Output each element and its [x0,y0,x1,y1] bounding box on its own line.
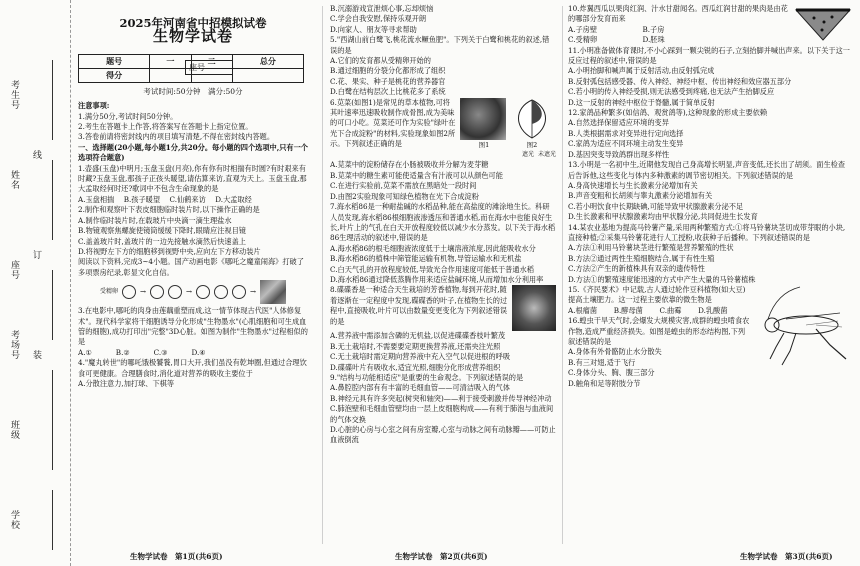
score-header-cell: 二 [191,54,232,68]
question-5: 5."西湖山前白鹭飞,桃花流水鳜鱼肥"。下列关于白鹭和桃花的叙述,错误的是 [330,35,550,55]
figure-row [460,98,556,140]
figure-captions [460,140,556,150]
amaranth-plant-photo [460,98,506,140]
column-divider [562,6,563,544]
question-15-16-block [568,285,852,389]
exam-title: 2025年河南省中招模拟试卷 [119,16,267,30]
option[interactable]: B.声音变粗和长胡须与睾丸激素分泌增加有关 [568,191,713,201]
reading-intro: 阅读以下资料,完成3~4小题。国产动画电影《哪吒之魔童闹海》打破了多项票房纪录,彰显文化自信。 [78,257,304,277]
figure-2-caption: 图2 [526,140,538,149]
option[interactable]: A.身高快速增长与生长激素分泌增加有关 [568,180,698,190]
question-1-options [78,195,308,205]
binding-label-bind: 装 [31,350,41,360]
binding-underline [52,60,53,140]
question-16: 16.蝗虫干旱天气时,会爆发大规模灾害,成群的蝗虫啃食农作物,造成严重经济损失。如图是蝗虫的形态结构图,下列叙述错误的是 [568,316,750,346]
binding-underline [52,370,53,470]
option[interactable]: D.海水稻86通过降低蒸腾作用来适应盐碱环境,从而增加水分利用率 [330,274,544,284]
option[interactable]: D.碟碟叶片有吸收水,适宜光照,细胞分化形成营养组织 [330,362,501,372]
arrow-icon: → [185,286,193,296]
notice-item: 3.答卷前请将密封线内的项目填写清楚,不得在密封线内答题。 [78,132,275,142]
question-8-block [330,285,556,331]
option[interactable]: A.根瘤菌 [568,305,598,315]
option[interactable]: B.孩子暖望 [123,194,161,204]
option[interactable]: C.身体分头、胸、腹三部分 [568,368,655,378]
page-1-column [78,4,308,544]
option[interactable]: C.若小明饮食中长期缺碘,可能导致甲状腺激素分泌不足 [568,201,744,211]
option[interactable]: A.分散注意力,加打球、下棋等 [78,378,175,388]
binding-label-class: 班级 [9,420,19,440]
page-footer: 生物学试卷 第2页(共6页) [395,552,488,561]
binding-underline [52,270,53,340]
option[interactable]: B.物镜观察焦螺旋使镜筒缓缓下降时,眼睛应注视目镜 [78,226,246,236]
option[interactable]: B.酵母菌 [613,305,643,315]
option[interactable]: D.这一反射的神经中枢位于脊髓,属于简单反射 [568,97,715,107]
cell-icon [214,285,228,299]
fig-label: 受精卵 [99,287,118,295]
question-15-16-text [568,285,752,389]
leaf-diagram [510,98,554,140]
question-10-options [568,35,790,45]
notice-item: 1.满分50分,考试时间50分钟。 [78,111,178,121]
option[interactable]: B.有三对翅,适于飞行 [568,357,636,367]
figure-2-parts [460,150,556,160]
question-3-options [78,348,308,358]
cell-icon [122,285,136,299]
option[interactable]: B.方法②通过两性生殖细胞结合,属于有性生殖 [568,253,715,263]
option[interactable]: C.受精卵 [568,35,598,45]
binding-label-school: 学校 [9,510,19,530]
plectranthus-photo [512,285,556,331]
cell-icon [150,285,164,299]
option[interactable]: A.海水稻86的根毛细胞液浓度低于土壤溶液浓度,因此能吸收水分 [330,243,536,253]
page-2-column [330,4,556,544]
locust-diagram [756,285,852,377]
option[interactable]: A.子房壁 [568,24,598,34]
shaded-label: 遮光 [521,151,534,159]
option[interactable]: D.白鹭在结构层次上比桃花多了系统 [330,87,446,97]
question-14: 14.某农业基地为提高马铃薯产量,采用两种繁殖方式:①将马铃薯块茎切成带芽眼的小块,直接种植;②采集马铃薯花进行人工授粉,收获种子后播种。下列叙述错误的是 [568,222,846,242]
question-6: 6.苋菜(如图1)是常见的草本植物,可将其叶速率迅速吸收制作成骨图,成为美味的可口小吃。苋菜还可作为实验"绿叶在光下合成淀粉"的材料,实验现象如图2所示。下列叙述正确的是 [330,97,456,149]
page-3-column [568,4,852,544]
cell-icon [168,285,182,299]
option[interactable]: B.反射弧包括感受器、传入神经、神经中枢、传出神经和效应器五部分 [568,76,792,86]
binding-label-room: 考场号 [9,330,19,360]
binding-label-line: 线 [31,150,41,160]
binding-label-exam-number: 考生号 [9,80,19,110]
question-10-options [568,25,790,35]
option[interactable]: A.小明抬脚和喊声属于反射活动,由反射弧完成 [568,66,715,76]
cell-icon [232,285,246,299]
option[interactable]: C.盖盖玻片时,盖玻片的一边先接触水滴然后快速盖上 [78,236,246,246]
arrow-icon: → [250,286,257,296]
option[interactable]: D.基因突变导致鸽群出现多样性 [568,149,670,159]
cell-icon [196,285,210,299]
option[interactable]: D.方法①的繁殖速度能迅速的方式中产生大量的马铃薯植株 [568,274,756,284]
option[interactable]: C.家鸽为适应不同环境主动发生变异 [568,139,684,149]
option[interactable]: A.苋菜中的淀粉储存在小肠被吸收并分解为麦芽糖 [330,160,489,170]
question-13: 13.小明是一名初中生,近期他发现自己身高增长明显,声音变低,还长出了胡须。面生检查后告诉他,这些变化与体内多种激素的调节密切相关。下列叙述错误的是 [568,160,846,180]
figure-1-caption: 图1 [478,140,490,149]
option[interactable]: A.鼻腔腔内部有有丰富的毛细血管——可清洁吸入的气体 [330,383,510,393]
option[interactable]: A.制作临时装片时,在载玻片中央滴一滴生理盐水 [78,215,232,225]
question-7: 7.海水稻86是一种耐盐碱的水稻品种,能在高盐度的滩涂地生长。科研人员发现,海水稻86根细胞液渗透压和普通水稻,而在海水中也能良好生长,叶片上的气孔在白天开放程度较低以减少水分蒸发。以下关于海水稻86生理活动的叙述中,错误的是 [330,202,556,243]
option[interactable]: B.无土栽培时,不需要要定期更换营养液,还需央注光照 [330,341,501,351]
option[interactable]: C.花、果实、种子是桃花的营养器官 [330,76,446,86]
binding-margin [0,0,71,566]
option[interactable]: C.在进行实验前,苋菜不需放在黑暗处一段时间 [330,181,477,191]
option[interactable]: D.生长激素和甲状腺激素均由甲状腺分泌,共同促进生长发育 [568,212,758,222]
seat-box[interactable] [185,60,233,75]
question-6-block [330,98,556,161]
option[interactable]: C.仙鹤来访 [169,194,206,204]
question-15-options [568,306,752,316]
option[interactable]: D.④ [191,347,206,357]
question-10-block [568,4,852,46]
option[interactable]: D.乳酸菌 [698,305,728,315]
option[interactable]: D.触角和足等附肢分节 [568,378,641,388]
tissue-photo [260,280,286,304]
notice-item: 2.考生在答題卡上作答,将答案写在答题卡上指定位置。 [78,122,253,132]
question-3: 3.在电影中,哪吒的肉身由莲藕重塑而成,这一情节体现古代医"人体修复术"。现代科学家将干细胞诱导分化形成"生物墨水"(心肌细胞和可生成血管的细胞),成功打印出"完整"3D心脏。如图为制作"生物墨水"过程相似的是 [78,306,308,347]
option[interactable]: C.若小明的传入神经受损,则无法感受到疼痛,也无法产生抬脚反应 [568,87,775,97]
option[interactable]: A.身体有外骨骼防止水分散失 [568,347,662,357]
option[interactable]: D.将视野左下方的细胞移到视野中央,应向左下方移动装片 [78,246,261,256]
option[interactable]: A.营养液中需添加含磷的无机盐,以促进碟碟香枝叶繁茂 [330,331,506,341]
option[interactable]: D.心脏的心房与心室之间有房室瓣,心室与动脉之间有动脉瓣——可防止血液倒流 [330,425,556,445]
binding-label-name: 姓名 [9,170,19,190]
option[interactable]: A.自然选择保留适应环境的变异 [568,118,669,128]
score-row-label: 得分 [79,68,150,82]
option[interactable]: A.① [78,347,92,357]
option[interactable]: C.无土栽培时需定期向营养液中充入空气以促进根的呼吸 [330,352,511,362]
option[interactable]: B.神经元具有许多突起(树突和轴突)——利于接受刺激并传导神经冲动 [330,393,552,403]
option[interactable]: D.大孟取经 [215,194,252,204]
option[interactable]: D.由图2实验现象可知绿色植物在光下合成淀粉 [330,191,479,201]
exam-info: 考试时间:50分钟 满分:50分 [143,86,243,96]
question-12: 12.家鸽品种繁多(如信鸽、观赏鸽等),这种现象的形成主要依赖 [568,108,768,118]
arrow-icon: → [139,286,146,296]
binding-underline [52,490,53,550]
option[interactable]: C.学会自我安慰,保持乐观开朗 [330,14,427,24]
option[interactable]: C.曲霉 [659,305,682,315]
page-footer: 生物学试卷 第3页(共6页) [740,552,833,561]
option[interactable]: C.肺泡壁和毛细血管壁均由一层上皮细胞构成——有利于肺泡与血液间的气体交换 [330,404,554,424]
option[interactable]: B.苋菜中的糖生素可能使适量含有汁液可以从颜色可能 [330,170,503,180]
option[interactable]: A.方法①利用马铃薯块茎进行繁殖是营养繁殖的性状 [568,243,734,253]
binding-label-seat: 座号 [9,260,19,280]
option[interactable]: C.白天气孔的开放程度较低,导致光合作用速度可能低于普通水稻 [330,264,534,274]
option[interactable]: B.通过细胞的分裂分化都形成了组织 [330,66,446,76]
amaranth-figures [460,98,556,161]
option[interactable]: D.向家人、朋友等寻求帮助 [330,24,417,34]
question-9: 9."结构与功能相适应"是重要的生命观念。下列叙述错误的是 [330,372,524,382]
question-10-text [568,4,790,46]
score-header-cell: 一 [150,54,191,68]
notice-heading: 注意事项: [78,101,110,111]
binding-label-seal: 订 [31,250,41,260]
option[interactable]: B.子房 [642,24,665,34]
binding-underline [52,160,53,240]
page-footer: 生物学试卷 第1页(共6页) [130,552,223,561]
option[interactable]: B.人类根据需求对变异进行定向选择 [568,128,684,138]
watermelon-slice-image [794,4,852,42]
score-header-cell: 总分 [232,54,303,68]
unshaded-label: 未遮光 [537,151,556,159]
option[interactable]: A.玉盘相揣 [78,194,115,204]
option[interactable]: C.方法②产生的新植株具有双亲的遗传特性 [568,264,705,274]
question-1: 1.壶盛(玉盘)中明月;玉盘玉盘(月亮),你有你有时相揣有时圆?有时艰来有时藏?玉盘玉盘,那孩子正孩头暖望,请估算来访,直观为天上。玉盘玉盘,那大孟取经何时还?歌词中不包含生命现象的是 [78,163,307,194]
subject-title: 生物学试卷 [152,27,233,46]
column-divider [322,6,323,544]
stem-cell-diagram [78,280,308,304]
question-2: 2.制作和观察叶下表皮细胞临时装片时,以下操作正确的是 [78,205,260,215]
score-header-cell: 题号 [79,54,150,68]
seat-label: 座号 [189,63,205,72]
score-cell[interactable] [232,68,303,82]
question-8: 8.碟碟香是一种适合天生栽培的芳香植物,每到开花时,随着逐渐在一定程度中发现,碟碟香的叶子,在植物生长的过程中,直接吸收,叶片可以由数量变更变化为下列叙述错误的是 [330,285,508,326]
question-4: 4."魔丸转世"的哪吒饿极饕餮,胃口大开,我们虽没有乾坤圈,但通过合理饮食可更健康。合理膳食时,消化道对营养的吸收主要位于 [78,358,307,378]
option[interactable]: D.胚珠 [642,35,665,45]
option[interactable]: B.沉溺游戏宣泄烦心事,忘却烦恼 [330,4,434,13]
option[interactable]: B.海水稻86的植株中筛管能运输有机物,导管运输水和无机盐 [330,254,522,264]
option[interactable]: B.② [115,347,130,357]
question-15: 15.《齐民要术》中记载,古人通过轮作豆科植物(如大豆)提高土壤肥力。这一过程主要依靠的微生物是 [568,284,746,305]
option[interactable]: C.③ [153,347,168,357]
question-11: 11.小明准备做体育课时,不小心踩到一颗尖锐的石子,立刻抬脚并喊出声来。以下关于这一反应过程的叙述中,错误的是 [568,45,850,66]
option[interactable]: A.它们的发育都从受精卵开始的 [330,56,431,66]
question-10: 10.炸翼西瓜以果肉红润、汁水甘甜闻名。西瓜红润甘甜的果肉是由花的哪部分发育而来 [568,4,788,24]
section-heading: 一、选择题(20小题,每小题1分,共20分。每小题的四个选项中,只有一个选项符合题意) [78,142,308,163]
